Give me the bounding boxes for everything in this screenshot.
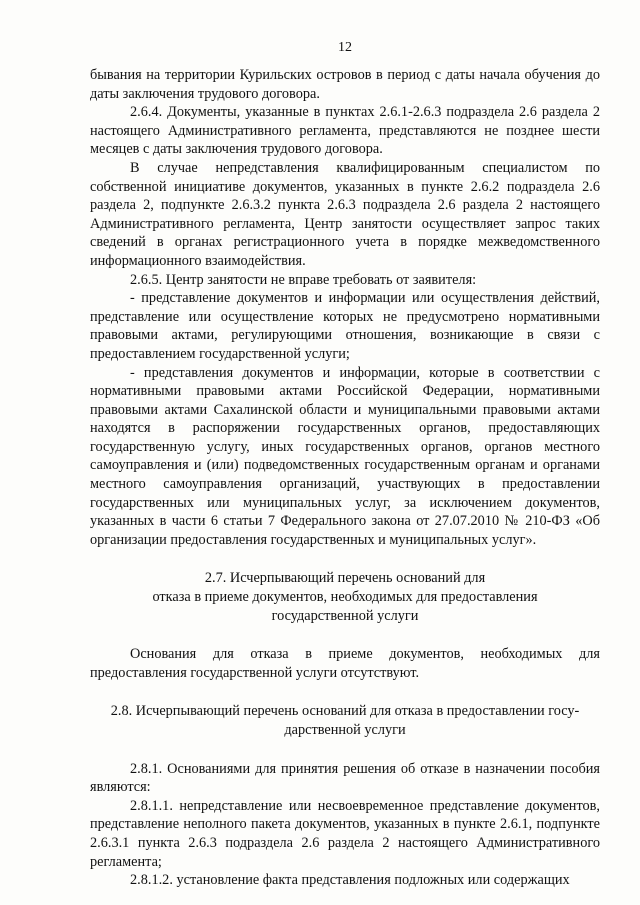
paragraph-2-8-1-2: 2.8.1.2. установление факта представления подложных или содержащих — [130, 872, 570, 889]
paragraph-2-7: Основания для отказа в приеме документов, необходимых для предоставления государственной услуги отсутствуют. — [90, 646, 600, 681]
paragraph-2-8-1-1: 2.8.1.1. непредставление или несвоевременное представление документов, представление неполного пакета документов, указанных в пункте 2.6.1, подпункте 2.6.3.1 пункта 2.6.3 подраздела 2.6 раздела 2 настоящего Административного регламента; — [90, 797, 600, 870]
paragraph-nonsubmission: В случае непредставления квалифицированным специалистом по собственной инициативе документов, указанных в пункте 2.6.2 подраздела 2.6 раздела 2, подпункте 2.6.3.2 пункта 2.6.3 подраздела 2.6 раздела 2 настоящего Административного регламента, Центр занятости осуществляет запрос таких сведений в органах регистрационного учета в порядке межведомственного информационного взаимодействия. — [90, 159, 600, 269]
paragraph-2-6-5: 2.6.5. Центр занятости не вправе требовать от заявителя: — [130, 271, 477, 288]
heading-2-7-line-3: государственной услуги — [271, 607, 419, 624]
page-number: 12 — [338, 40, 352, 55]
paragraph-2-8-1: 2.8.1. Основаниями для принятия решения об отказе в назначении пособия являются: — [90, 760, 600, 796]
heading-2-7-line-1: 2.7. Исчерпывающий перечень оснований для — [204, 570, 486, 587]
heading-2-8-line-2: дарственной услуги — [284, 722, 406, 738]
heading-2-7-line-2: отказа в приеме документов, необходимых для предоставления — [152, 589, 538, 606]
paragraph-continuation: бывания на территории Курильских островов в период с даты начала обучения до даты заключения трудового договора. — [90, 67, 600, 102]
heading-2-8-line-1: 2.8. Исчерпывающий перечень оснований для отказа в предоставлении госу- — [110, 703, 580, 720]
list-item-2: - представления документов и информации, которые в соответствии с нормативными правовыми актами Российской Федерации, нормативными правовыми актами Сахалинской области и муниципальными правовыми актами находятся в распоряжении государственных органов, предоставляющих государственную услугу, иных государственных органов, органов местного самоуправления и (или) подведомственных государственным органам и органами местного самоуправления организаций, участвующих в предоставлении государственных или муниципальных услуг, за исключением документов, указанных в части 6 статьи 7 Федерального закона от 27.07.2010 № 210-ФЗ «Об организации предоставления государственных и муниципальных услуг». — [90, 364, 600, 548]
paragraph-2-6-4: 2.6.4. Документы, указанные в пунктах 2.6.1-2.6.3 подраздела 2.6 раздела 2 настоящего Административного регламента, представляются не позднее шести месяцев с даты заключения трудового договора. — [90, 104, 600, 158]
list-item-1: - представление документов и информации или осуществления действий, представление или осуществление которых не предусмотрено нормативными правовыми актами, регулирующими отношения, возникающие в связи с предоставлением государственной услуги; — [90, 290, 600, 362]
